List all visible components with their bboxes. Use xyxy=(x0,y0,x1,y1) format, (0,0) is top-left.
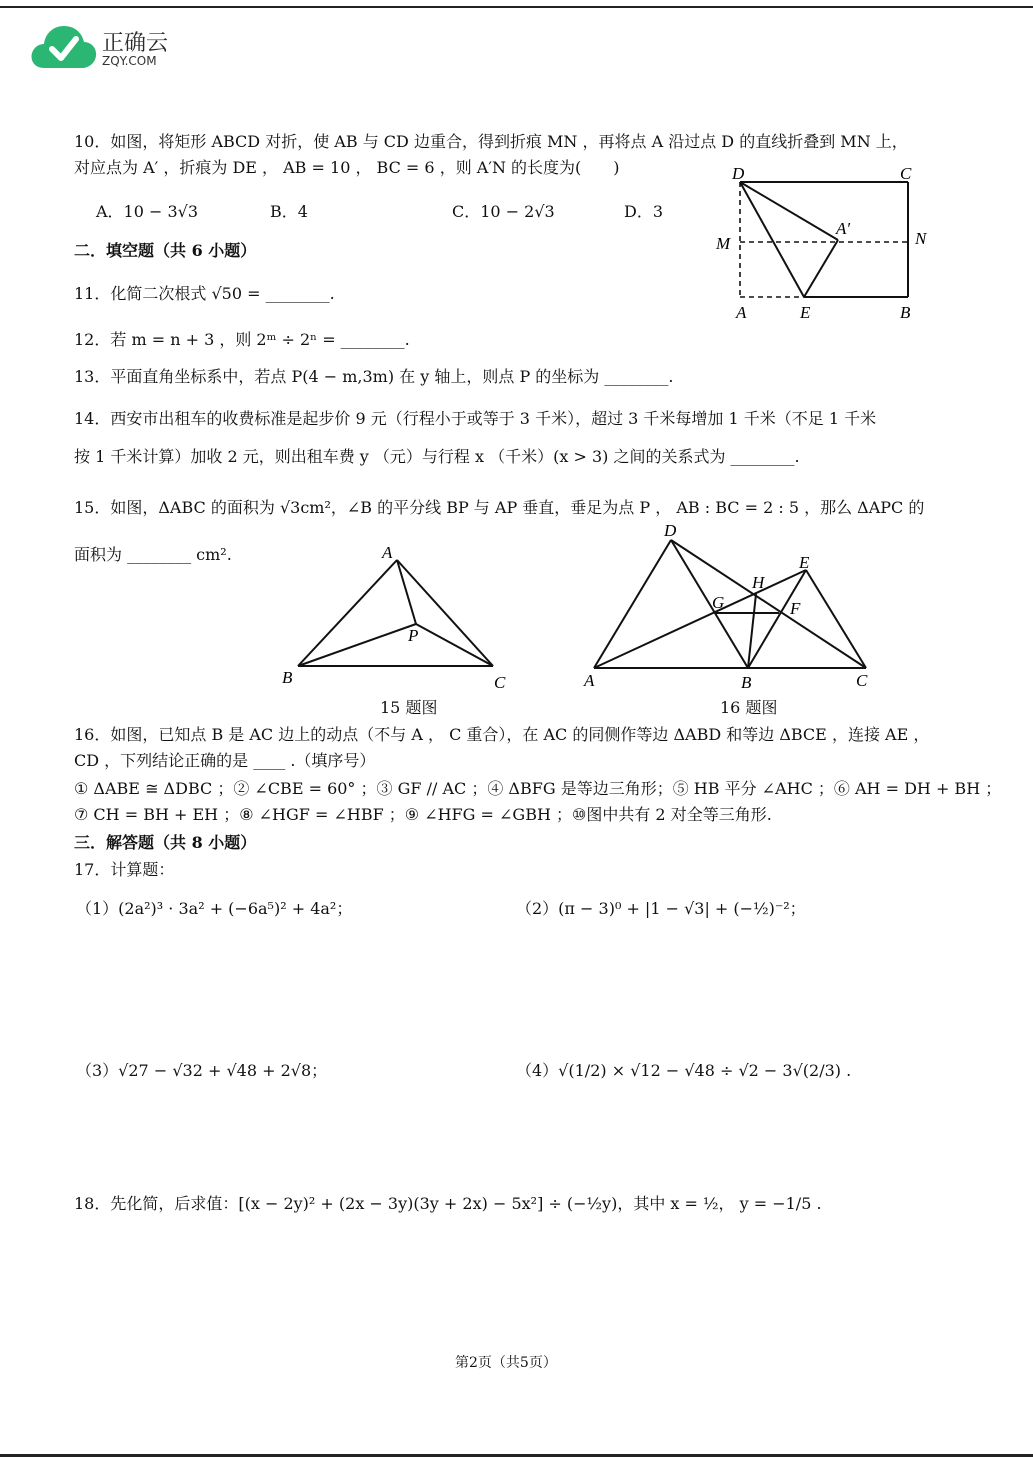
label-D: D xyxy=(664,521,677,540)
q10-line1: 10．如图，将矩形 ABCD 对折，使 AB 与 CD 边重合，得到折痕 MN ，再将点 A 沿过点 D 的直线折叠到 MN 上， xyxy=(74,132,908,151)
label-G: G xyxy=(712,593,725,612)
label-A: A xyxy=(736,303,747,322)
bottom-rule xyxy=(0,1454,1033,1457)
q15-caption: 15 题图 xyxy=(380,698,438,717)
q16-line2: CD ，下列结论正确的是 ____ .（填序号） xyxy=(74,751,376,770)
q17-part1: （1）(2a²)³ · 3a² + (−6a⁵)² + 4a²； xyxy=(76,899,353,918)
logo-cn: 正确云 xyxy=(102,31,169,56)
q10-option-a: A．10 − 3√3 xyxy=(96,202,199,221)
q15-line1: 15．如图，ΔABC 的面积为 √3cm²，∠B 的平分线 BP 与 AP 垂直，垂足为点 P ， AB : BC = 2 : 5 ，那么 ΔAPC 的 xyxy=(74,498,925,517)
logo-en: ZQY.COM xyxy=(102,54,157,68)
label-E: E xyxy=(800,303,811,322)
q14-line1: 14．西安市出租车的收费标准是起步价 9 元（行程小于或等于 3 千米），超过 3 千米每增加 1 千米（不足 1 千米 xyxy=(74,409,877,428)
q12: 12．若 m = n + 3 ，则 2ᵐ ÷ 2ⁿ = ________. xyxy=(74,330,410,349)
label-P: P xyxy=(408,626,419,645)
q10-option-d: D．3 xyxy=(624,202,664,221)
q11: 11．化简二次根式 √50 = ________. xyxy=(74,284,335,303)
q17-part3: （3）√27 − √32 + √48 + 2√8； xyxy=(76,1061,328,1080)
q15-line2: 面积为 ________ cm². xyxy=(74,545,232,564)
section3-heading: 三．解答题（共 8 小题） xyxy=(74,833,257,852)
label-C: C xyxy=(856,671,868,690)
label-A: A xyxy=(584,671,595,690)
label-B: B xyxy=(282,668,293,687)
label-B: B xyxy=(741,673,752,690)
q16-line4: ⑦ CH = BH + EH ；⑧ ∠HGF = ∠HBF ；⑨ ∠HFG = ∠GBH ；⑩图中共有 2 对全等三角形. xyxy=(74,805,772,824)
q17-part2: （2）(π − 3)⁰ + |1 − √3| + (−½)⁻²； xyxy=(516,899,806,918)
page-footer: 第2页（共5页） xyxy=(455,1355,557,1371)
logo xyxy=(30,22,180,74)
q10-line2: 对应点为 A′ ，折痕为 DE ， AB = 10 ， BC = 6 ，则 A′N 的长度为( ) xyxy=(74,158,620,177)
q13: 13．平面直角坐标系中，若点 P(4 − m,3m) 在 y 轴上，则点 P 的坐标为 ________. xyxy=(74,367,674,386)
q15-figure xyxy=(280,540,520,690)
label-F: F xyxy=(790,599,801,618)
q10-option-c: C．10 − 2√3 xyxy=(452,202,555,221)
q18: 18．先化简，后求值：[(x − 2y)² + (2x − 3y)(3y + 2x) − 5x²] ÷ (−½y)，其中 x = ½， y = −1/5 . xyxy=(74,1194,822,1213)
label-D: D xyxy=(732,164,745,183)
q16-figure xyxy=(580,520,880,690)
q16-line1: 16．如图，已知点 B 是 AC 边上的动点（不与 A ， C 重合），在 AC 的同侧作等边 ΔABD 和等边 ΔBCE ，连接 AE ， xyxy=(74,725,930,744)
q17-part4: （4）√(1/2) × √12 − √48 ÷ √2 − 3√(2/3) . xyxy=(516,1061,852,1080)
label-E: E xyxy=(799,553,810,572)
q14-line2: 按 1 千米计算）加收 2 元，则出租车费 y （元）与行程 x （千米）(x > 3) 之间的关系式为 ________. xyxy=(74,447,800,466)
label-C: C xyxy=(494,673,506,690)
top-rule xyxy=(0,6,1033,8)
q16-caption: 16 题图 xyxy=(720,698,778,717)
label-A-prime: A′ xyxy=(836,219,851,238)
q10-option-b: B．4 xyxy=(270,202,308,221)
label-C: C xyxy=(900,164,912,183)
q10-figure xyxy=(710,162,950,322)
label-B: B xyxy=(900,303,911,322)
label-H: H xyxy=(752,573,765,592)
section2-heading: 二．填空题（共 6 小题） xyxy=(74,241,257,260)
q17-title: 17．计算题： xyxy=(74,860,175,879)
label-A: A xyxy=(382,543,393,562)
label-N: N xyxy=(915,229,927,248)
cloud-check-icon xyxy=(30,22,98,74)
label-M: M xyxy=(716,234,731,253)
q16-line3: ① ΔABE ≅ ΔDBC ；② ∠CBE = 60° ；③ GF // AC ；④ ΔBFG 是等边三角形；⑤ HB 平分 ∠AHC ；⑥ AH = DH + BH ； xyxy=(74,779,1002,798)
